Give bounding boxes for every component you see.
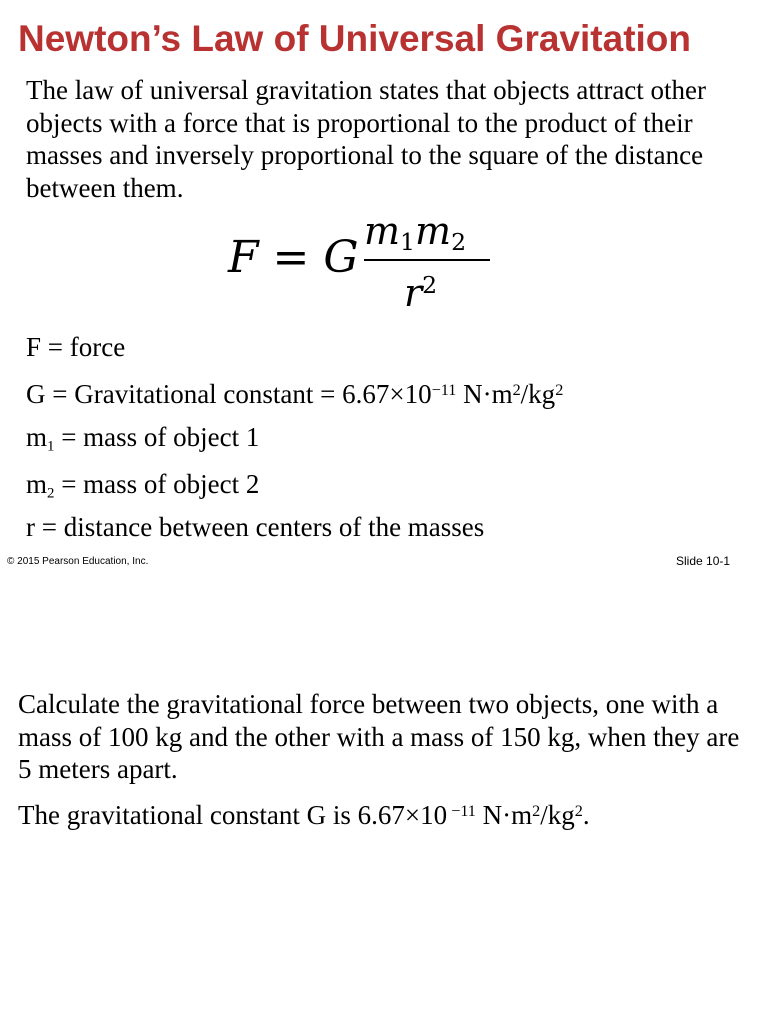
m1-subscript: 1 bbox=[47, 438, 55, 455]
problem-constant bbox=[18, 795, 758, 832]
formula-denominator bbox=[404, 262, 437, 316]
g-unit-exp2: 2 bbox=[555, 381, 564, 399]
formula-sub1: 1 bbox=[400, 227, 416, 256]
constant-end: . bbox=[582, 800, 590, 831]
constant-unit-exp1: 2 bbox=[532, 802, 541, 820]
constant-unit-exp2: 2 bbox=[574, 802, 583, 820]
fraction-bar bbox=[364, 259, 490, 261]
formula-r: r bbox=[404, 270, 423, 315]
definition-mass-1 bbox=[26, 421, 259, 462]
formula-lhs: F = G bbox=[228, 232, 359, 283]
slide-title: Newton’s Law of Universal Gravitation bbox=[18, 18, 691, 59]
constant-exponent: −11 bbox=[447, 802, 476, 820]
formula-m2: m bbox=[415, 209, 452, 253]
constant-unit-a: N·m bbox=[475, 800, 533, 831]
copyright-notice: © 2015 Pearson Education, Inc. bbox=[7, 556, 149, 567]
definition-distance: r = distance between centers of the masses bbox=[26, 512, 485, 542]
problem-question: Calculate the gravitational force between two objects, one with a mass of 100 kg and the other with a mass of 150 kg, when they are 5 meters apart. bbox=[18, 689, 740, 784]
g-unit-a: N·m bbox=[456, 379, 513, 410]
formula-sub2: 2 bbox=[451, 227, 467, 256]
g-unit-b: /kg bbox=[520, 379, 556, 410]
formula-numerator bbox=[364, 208, 466, 265]
m2-text: = mass of object 2 bbox=[54, 469, 260, 499]
m1-text: = mass of object 1 bbox=[54, 422, 260, 452]
m2-subscript: 2 bbox=[47, 485, 55, 502]
gravitation-formula bbox=[228, 208, 498, 315]
g-prefix: G = Gravitational constant = 6.67×10 bbox=[26, 379, 432, 410]
definition-gravitational-constant bbox=[26, 374, 563, 410]
slide-number: Slide 10-1 bbox=[676, 554, 731, 568]
g-unit-exp1: 2 bbox=[512, 381, 521, 399]
formula-exp: 2 bbox=[422, 271, 438, 299]
g-exponent: −11 bbox=[431, 381, 457, 399]
m1-symbol: m bbox=[26, 422, 48, 452]
definition-mass-2 bbox=[26, 468, 259, 509]
constant-prefix: The gravitational constant G is 6.67×10 bbox=[18, 800, 448, 831]
intro-paragraph: The law of universal gravitation states that objects attract other objects with a force that is proportional to the product of their masses and inversely proportional to the square of the distance between them. bbox=[26, 75, 707, 203]
definition-force: F = force bbox=[26, 332, 126, 362]
constant-unit-b: /kg bbox=[540, 800, 575, 831]
formula-m1: m bbox=[364, 209, 401, 253]
m2-symbol: m bbox=[26, 469, 48, 499]
